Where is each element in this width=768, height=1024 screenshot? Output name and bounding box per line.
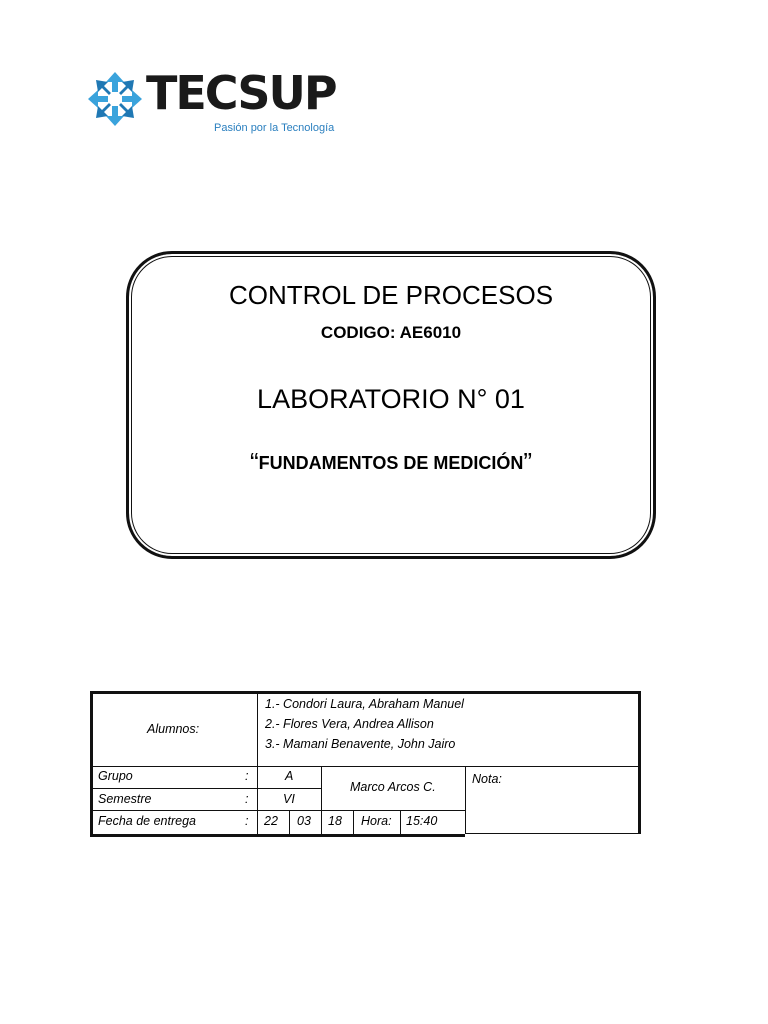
row-divider-3 <box>93 810 321 811</box>
open-quote: “ <box>249 447 259 477</box>
table-grade-bottom <box>465 833 638 834</box>
delivery-year: 18 <box>328 814 342 828</box>
semester-value: VI <box>283 792 295 806</box>
col-divider-hour <box>400 810 401 834</box>
group-label: Grupo <box>98 769 133 783</box>
col-divider-values <box>321 766 322 834</box>
lab-subtitle <box>129 447 653 478</box>
delivery-label: Fecha de entrega <box>98 814 196 828</box>
hour-label: Hora: <box>361 814 392 828</box>
col-divider-year <box>353 810 354 834</box>
student-2: 2.- Flores Vera, Andrea Allison <box>265 717 434 731</box>
col-divider-labels <box>257 694 258 834</box>
group-value: A <box>285 769 294 783</box>
close-quote: ” <box>523 447 533 477</box>
table-border-right <box>638 691 641 834</box>
delivery-day: 22 <box>264 814 278 828</box>
table-border-bottom <box>90 834 465 837</box>
tecsup-logo <box>84 66 344 140</box>
logo-tagline: Pasión por la Tecnología <box>214 122 335 134</box>
semester-colon: : <box>245 792 249 806</box>
table-border-left <box>90 691 93 837</box>
course-code: CODIGO: AE6010 <box>320 323 462 342</box>
logo-brand-text: TECSUP <box>146 66 336 120</box>
students-label: Alumnos: <box>147 722 200 736</box>
title-box <box>126 251 656 559</box>
tecsup-arrows-icon <box>84 68 146 130</box>
student-3: 3.- Mamani Benavente, John Jairo <box>265 737 456 751</box>
semester-label: Semestre <box>98 792 152 806</box>
row-divider-4 <box>321 810 465 811</box>
student-1: 1.- Condori Laura, Abraham Manuel <box>265 697 464 711</box>
group-colon: : <box>245 769 249 783</box>
hour-value: 15:40 <box>406 814 438 828</box>
subtitle-text: FUNDAMENTOS DE MEDICIÓN <box>258 453 524 473</box>
row-divider-1 <box>93 766 638 767</box>
lab-title: LABORATORIO N° 01 <box>257 384 525 414</box>
teacher-name: Marco Arcos C. <box>350 780 436 794</box>
grade-label: Nota: <box>472 772 502 786</box>
course-title: CONTROL DE PROCESOS <box>228 280 554 310</box>
table-border-top <box>90 691 641 694</box>
col-divider-grade <box>465 766 466 834</box>
info-table <box>90 691 641 837</box>
delivery-colon: : <box>245 814 249 828</box>
row-divider-2 <box>93 788 321 789</box>
col-divider-month <box>289 810 290 834</box>
delivery-month: 03 <box>297 814 311 828</box>
